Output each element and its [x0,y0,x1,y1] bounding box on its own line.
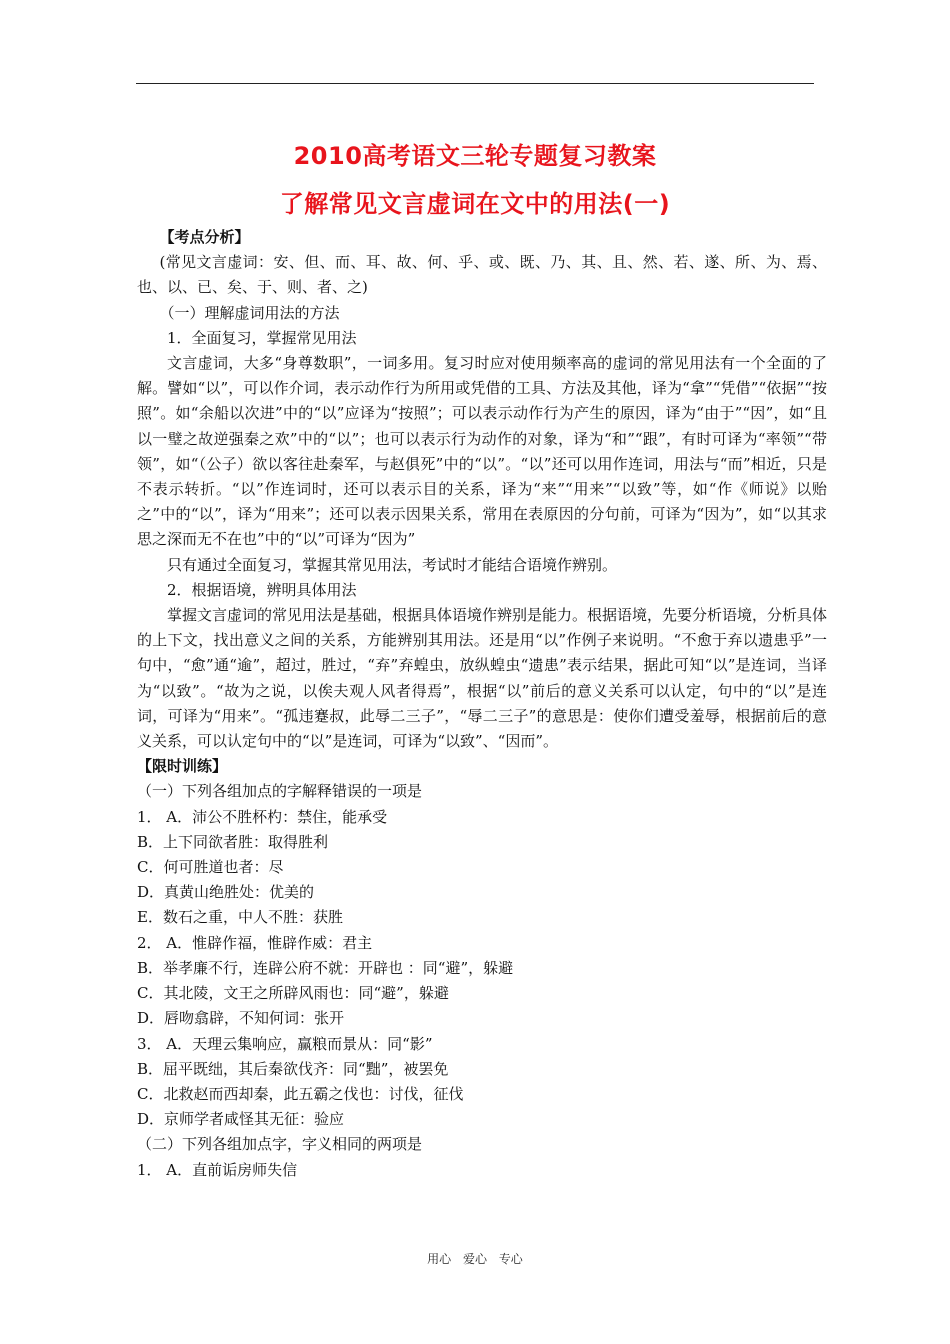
section-heading-analysis: 【考点分析】 [159,228,250,246]
paragraph: 只有通过全面复习，掌握其常见用法，考试时才能结合语境作辨别。 [167,555,618,574]
section-heading-training: 【限时训练】 [137,757,228,776]
header-rule [136,83,814,84]
page-footer: 用心 爱心 专心 [427,1252,523,1266]
question-line: 3． A．天理云集响应，赢粮而景从：同“影” [137,1034,433,1053]
question-line: D．京师学者咸怪其无征：验应 [137,1110,345,1129]
question-line: D．真黄山绝胜处：优美的 [137,883,315,902]
question-line: B．举孝廉不行，连辟公府不就：开辟也 ：同“避”，躲避 [137,958,514,977]
question-line: C．其北陵，文王之所辟风雨也：同“避”，躲避 [137,984,449,1003]
question-line: D．唇吻翕辟，不知何词：张开 [137,1009,345,1028]
paragraph-word-list: (常见文言虚词：安、但、而、耳、故、何、乎、或、既、乃、其、且、然、若、遂、所、为、焉、也、以、已、矣、于、则、者、之) [137,253,827,297]
paragraph: 掌握文言虚词的常见用法是基础，根据具体语境作辨别是能力。根据语境，先要分析语境，分析具体的上下文，找出意义之间的关系，方能辨别其用法。还是用“以”作例子来说明。“不愈于弃以遗患乎”一句中，“愈”通“逾”，超过，胜过，“弃”弃蝗虫，放纵蝗虫“遗患”表示结果，据此可知“以”是连词，当译为“以致”。“故为之说，以俟夫观人风者得焉”，根据“以”前后的意义关系可以认定，句中的“以”是连词，可译为“用来”。“孤违蹇叔，此辱二三子”，“辱二三子”的意思是：使你们遭受羞辱，根据前后的意义关系，可以认定句中的“以”是连词，可译为“以致”、“因而”。 [137,606,828,751]
item-heading: 1．全面复习，掌握常见用法 [167,328,357,347]
item-heading: 2．根据语境，辨明具体用法 [167,580,357,599]
document-title: 2010高考语文三轮专题复习教案 [293,142,657,170]
document-subtitle: 了解常见文言虚词在文中的用法(一) [279,190,671,218]
subsection-heading: （一）理解虚词用法的方法 [159,303,340,322]
question-line: C．北救赵而西却秦，此五霸之伐也：讨伐，征伐 [137,1084,464,1103]
question-line: 1． A．沛公不胜杯杓：禁住，能承受 [137,807,388,826]
question-intro: （二）下列各组加点字，字义相同的两项是 [137,1135,423,1154]
question-line: 1． A．直前诟房师失信 [137,1160,298,1179]
question-line: 2． A．惟辟作福，惟辟作威：君主 [137,933,373,952]
question-line: B．上下同欲者胜：取得胜利 [137,832,329,851]
question-intro: （一）下列各组加点的字解释错误的一项是 [137,782,423,801]
question-line: B．屈平既绌，其后秦欲伐齐：同“黜”，被罢免 [137,1059,449,1078]
question-line: E．数石之重，中人不胜：获胜 [137,908,343,927]
question-line: C．何可胜道也者：尽 [137,858,284,877]
document-body [137,225,827,1183]
paragraph: 文言虚词，大多“身尊数职”，一词多用。复习时应对使用频率高的虚词的常见用法有一个全面的了解。譬如“以”，可以作介词，表示动作行为所用或凭借的工具、方法及其他，译为“拿”“凭借”“依据”“按照”。如“余船以次进”中的“以”应译为“按照”；可以表示动作行为产生的原因，译为“由于”“因”，如“且以一璧之故逆强秦之欢”中的“以”；也可以表示行为动作的对象，译为“和”“跟”，有时可译为“率领”“带领”，如“（公子）欲以客往赴秦军，与赵俱死”中的“以”。“以”还可以用作连词，用法与“而”相近，只是不表示转折。“以”作连词时，还可以表示目的关系，译为“来”“用来”“以致”等，如“作《师说》以贻之”中的“以”，译为“用来”；还可以表示因果关系，常用在表原因的分句前，可译为“因为”，如“以其求思之深而无不在也”中的“以”可译为“因为” [137,354,827,549]
